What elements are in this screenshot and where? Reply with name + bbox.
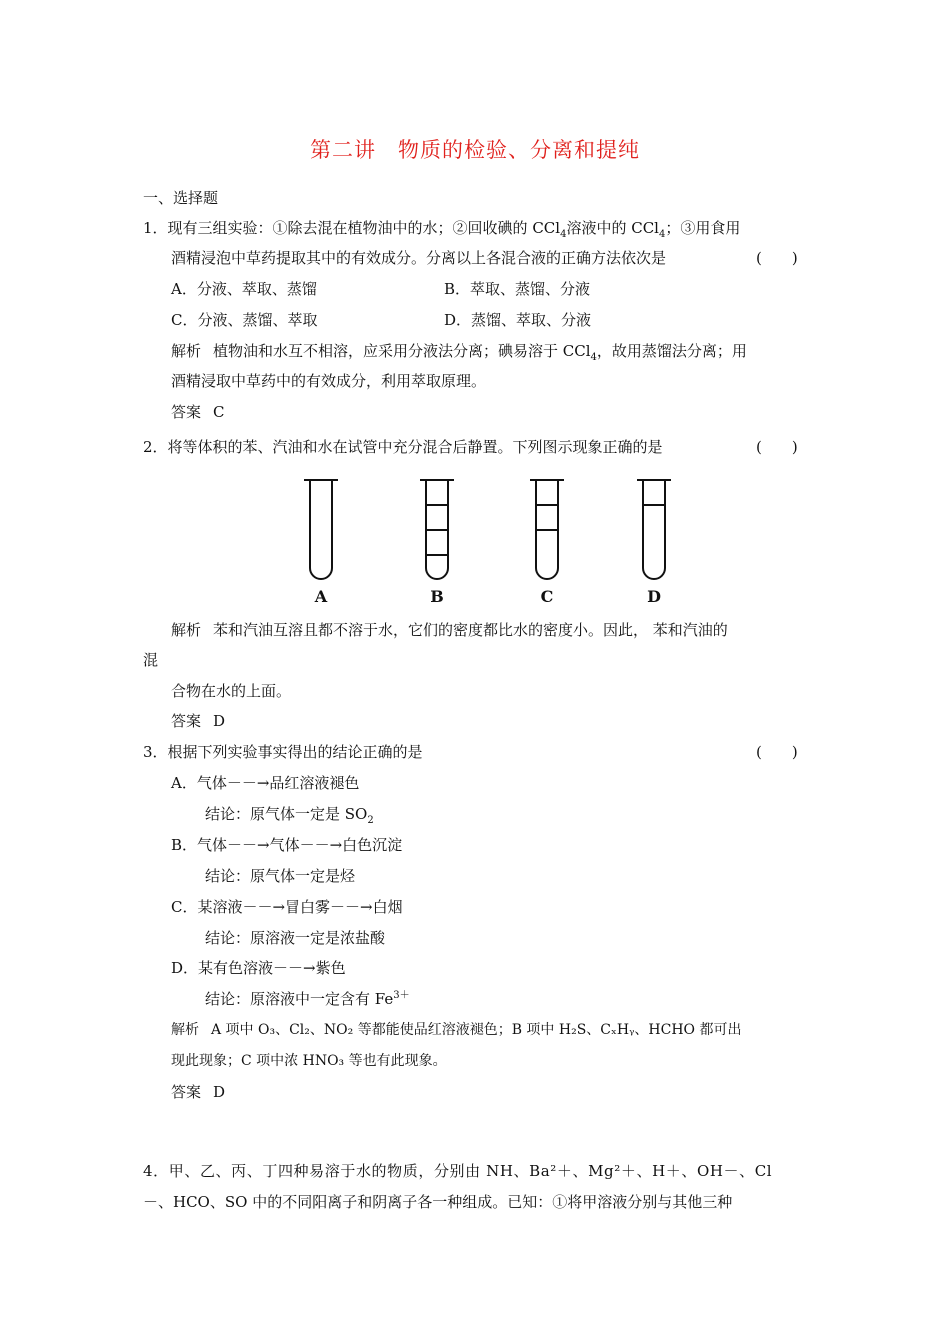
q3-answer: 答案 D (171, 1083, 226, 1101)
q3-option-a-conclusion: 结论：原气体一定是 $SO_2$ (205, 805, 374, 826)
q3-option-c: C．某溶液－－→冒白雾－－→白烟 (171, 898, 403, 916)
q4-line1: 4．甲、乙、丙、丁四种易溶于水的物质，分别由 NH、Ba²＋、Mg²＋、H＋、OH－、Cl (143, 1162, 773, 1180)
tube-label-d: D (647, 587, 661, 606)
q1-analysis-line1: 解析 植物油和水互不相溶，应采用分液法分离；碘易溶于 CCl$_4$，故用蒸馏法分离；用 (171, 342, 747, 363)
q3-option-c-conclusion: 结论：原溶液一定是浓盐酸 (205, 929, 386, 947)
test-tube-figure (0, 472, 950, 612)
q4-line2: －、HCO、SO 中的不同阳离子和阴离子各一种组成。已知：①将甲溶液分别与其他三种 (143, 1193, 733, 1211)
q3-option-b-conclusion: 结论：原气体一定是烃 (205, 867, 356, 885)
q3-option-b: B．气体－－→气体－－→白色沉淀 (171, 836, 403, 854)
q2-line1: 2．将等体积的苯、汽油和水在试管中充分混合后静置。下列图示现象正确的是 (143, 438, 663, 456)
q3-option-d: D．某有色溶液－－→紫色 (171, 959, 346, 977)
q3-option-a: A．气体－－→品红溶液褪色 (171, 774, 360, 792)
test-tube-b (420, 480, 454, 579)
q3-option-d-conclusion: 结论：原溶液中一定含有 $Fe^{3+}$ (205, 990, 410, 1008)
q1-option-d: D．蒸馏、萃取、分液 (444, 311, 592, 329)
q1-option-a: A．分液、萃取、蒸馏 (171, 280, 317, 298)
q3-analysis-line2: 现此现象；C 项中浓 HNO₃ 等也有此现象。 (171, 1053, 447, 1069)
section-heading: 一、选择题 (143, 189, 219, 207)
q1-answer-blank: ( ) (756, 249, 798, 267)
q1-answer: 答案 C (171, 403, 225, 421)
test-tube-a (304, 480, 338, 579)
q1-option-c: C．分液、蒸馏、萃取 (171, 311, 318, 329)
tube-label-b: B (430, 587, 444, 606)
tube-label-a: A (314, 587, 328, 606)
q1-option-b: B．萃取、蒸馏、分液 (444, 280, 591, 298)
q2-analysis-line1: 解析 苯和汽油互溶且都不溶于水，它们的密度都比水的密度小。因此， 苯和汽油的 (171, 621, 728, 639)
q1-analysis-line2: 酒精浸取中草药中的有效成分，利用萃取原理。 (171, 372, 487, 390)
tube-label-c: C (540, 587, 554, 606)
q3-answer-blank: ( ) (756, 743, 798, 761)
test-tube-d (637, 480, 671, 579)
q2-analysis-line2: 合物在水的上面。 (171, 682, 292, 700)
q1-line2: 酒精浸泡中草药提取其中的有效成分。分离以上各混合液的正确方法依次是 (171, 249, 667, 267)
test-tube-c (530, 480, 564, 579)
q2-analysis-wrap: 混 (143, 651, 159, 669)
q3-analysis-line1: 解析 A 项中 O₃、Cl₂、NO₂ 等都能使品红溶液褪色；B 项中 H₂S、CₓHᵧ、HCHO 都可出 (171, 1022, 742, 1038)
q2-answer-blank: ( ) (756, 438, 798, 456)
q2-answer: 答案 D (171, 712, 226, 730)
q3-line1: 3．根据下列实验事实得出的结论正确的是 (143, 743, 423, 761)
q1-line1: 1．现有三组实验：①除去混在植物油中的水；②回收碘的 CCl$_4$溶液中的 CCl$_4$；③用食用 (143, 219, 741, 240)
page-title: 第二讲 物质的检验、分离和提纯 (310, 138, 640, 162)
